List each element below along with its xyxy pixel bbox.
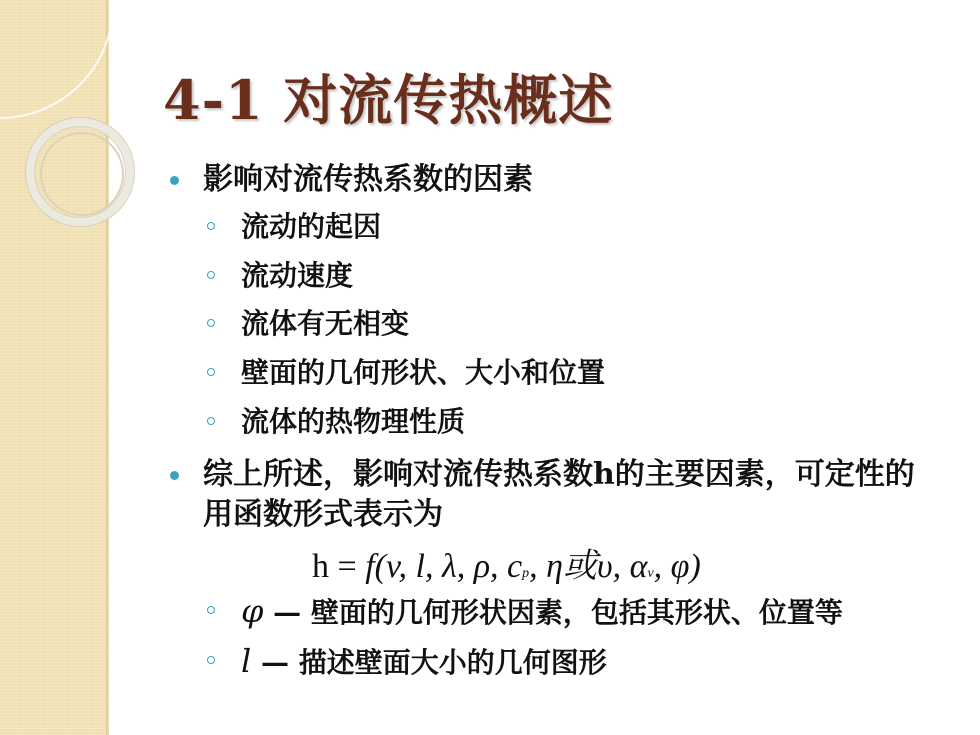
bullet-dot-icon <box>170 471 179 480</box>
l-symbol: l <box>241 642 252 680</box>
sub-bullet-text: 流体有无相变 <box>241 307 410 340</box>
decorative-ring-inner <box>40 132 124 216</box>
formula-lhs: h = <box>312 548 366 585</box>
sub-bullet-text: 流动的起因 <box>241 210 382 243</box>
formula-function: f <box>365 548 375 585</box>
phi-symbol: φ <box>241 592 264 630</box>
sub-bullet-text: — 壁面的几何形状因素，包括其形状、位置等 <box>273 596 843 629</box>
sub-bullet-circle-icon <box>207 271 215 279</box>
sub-bullet-circle-icon <box>207 319 215 327</box>
sub-bullet-circle-icon <box>207 368 215 376</box>
sub-bullet-text: 流体的热物理性质 <box>241 405 466 438</box>
sub-bullet-text: — 描述壁面大小的几何图形 <box>260 646 607 679</box>
formula-end: , φ) <box>653 548 701 585</box>
side-band-edge <box>106 0 109 735</box>
sub-bullet-circle-icon <box>207 656 215 664</box>
sub-bullet-circle-icon <box>207 222 215 230</box>
sub-bullet-text: 壁面的几何形状、大小和位置 <box>241 356 606 389</box>
formula-args: (v, l, λ, ρ, c <box>374 548 523 585</box>
formula-subscript-v: v <box>647 566 654 581</box>
formula-mid: , η或υ, α <box>529 548 648 585</box>
formula-subscript-p: p <box>522 566 530 581</box>
slide-title: 4-1 对流传热概述 <box>163 68 614 132</box>
sub-bullet-text: 流动速度 <box>241 259 354 292</box>
sub-bullet-circle-icon <box>207 417 215 425</box>
sub-bullet-circle-icon <box>207 606 215 614</box>
sub-bullet-content <box>241 643 607 681</box>
function-formula <box>312 538 701 587</box>
bullet-text: 影响对流传热系数的因素 <box>203 162 533 197</box>
bullet-text: 综上所述，影响对流传热系数h的主要因素，可定性的用函数形式表示为 <box>203 457 915 532</box>
sub-bullet-content <box>241 593 843 631</box>
bullet-dot-icon <box>170 176 179 185</box>
